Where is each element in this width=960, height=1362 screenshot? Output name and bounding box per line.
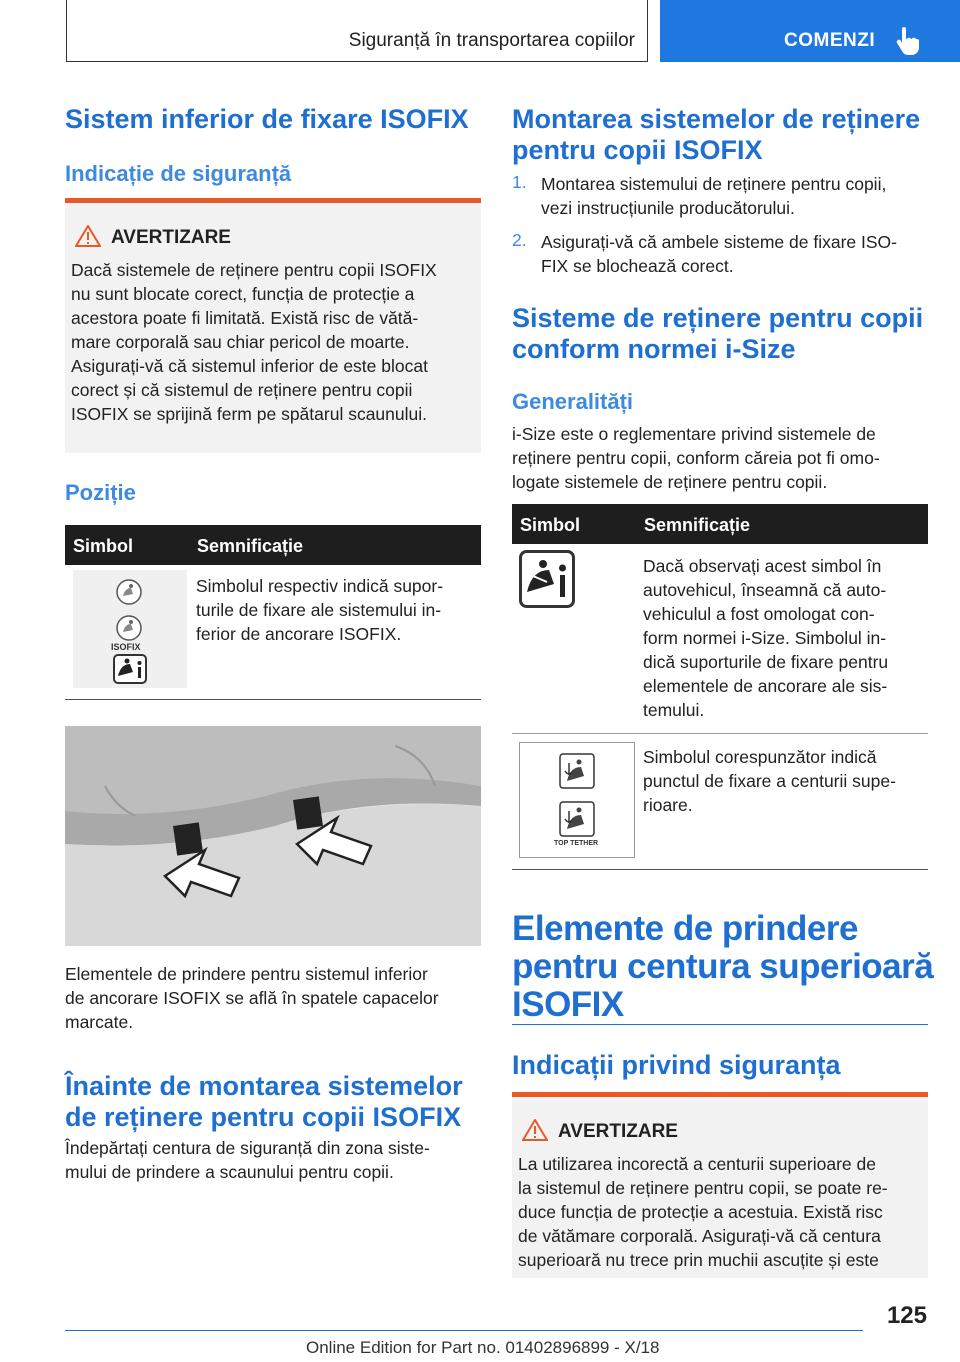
heading-before-mounting: Înainte de montarea sistemelor de reținere pentru copii ISOFIX: [65, 1071, 463, 1132]
seat-illustration: [65, 726, 481, 946]
top-tether-anchor-icon: [559, 801, 595, 837]
warning-box-1: [65, 198, 481, 453]
footer-edition: Online Edition for Part no. 01402896899 - X/18: [306, 1338, 660, 1357]
step-number: 2.: [512, 230, 527, 250]
warning-title: AVERTIZARE: [111, 227, 231, 248]
table1-meaning-text: Simbolul respectiv indică supor- turile de fixare ale sistemului in- ferior de ancorare ISOFIX.: [196, 576, 444, 644]
isofix-anchor-photo: [65, 726, 481, 946]
warning-bar: [512, 1092, 928, 1097]
heading-general: Generalități: [512, 389, 634, 414]
step-text: Asigurați-vă că ambele sisteme de fixare ISO- FIX se blochează corect.: [541, 232, 897, 276]
before-mounting-text: Îndepărtați centura de siguranță din zona siste- mului de prindere a scaunului pentru copii.: [65, 1138, 430, 1182]
isofix-symbols: [73, 570, 187, 688]
table2-row2-text: Simbolul corespunzător indică punctul de fixare a centurii supe- rioare.: [643, 747, 896, 815]
heading-isofix-system: Sistem inferior de fixare ISOFIX: [65, 104, 469, 134]
step-text: Montarea sistemului de reținere pentru copii, vezi instrucțiunile producătorului.: [541, 174, 887, 218]
warning-box-2: [512, 1092, 928, 1278]
warning-bar: [65, 198, 481, 203]
section-title: Siguranță în transportarea copiilor: [348, 30, 635, 51]
table1-header: [65, 525, 481, 565]
child-seat-icon: [115, 578, 143, 606]
table2-divider: [512, 733, 928, 734]
top-tether-anchor-icon: [559, 753, 595, 789]
table1-col-symbol: Simbol: [73, 536, 134, 556]
isize-symbol-icon: [519, 550, 575, 608]
heading-underline: [512, 1024, 928, 1025]
table1-col-meaning: Semnificație: [197, 536, 304, 556]
heading-isize: Sisteme de reținere pentru copii conform normei i-Size: [512, 303, 924, 364]
warning-text: Dacă sistemele de reținere pentru copii ISOFIX nu sunt blocate corect, funcția de protecție a acestora poate fi limitată. Există risc de vătă- mare corporală sau chiar pericol de moarte. Asigurați-vă că sistemul inferior de este blocat corect și că sistemul de reținere pentru copii ISOFIX se sprijină ferm pe spătarul scaunului.: [71, 260, 437, 424]
top-tether-symbols: [519, 742, 635, 858]
table2-row1-text: Dacă observați acest simbol în autovehicul, înseamnă că auto- vehiculul a fost omologat con- form normei i-Size. Simbolul in- dică suporturile de fixare pentru elementele de ancorare ale sis- temului.: [643, 556, 889, 720]
table2-bottom-rule: [512, 869, 928, 870]
isize-seat-icon: [113, 654, 147, 684]
warning-text: La utilizarea incorectă a centurii superioare de la sistemul de reținere pentru copii, se poate re- duce funcția de protecție a acestuia. Există risc de vătămare corporală. Asigurați-vă că centura superioară nu trece prin muchii ascuțite și este: [518, 1154, 888, 1270]
heading-position: Poziție: [65, 480, 136, 505]
isofix-label: ISOFIX: [111, 642, 141, 652]
table2-header: [512, 504, 928, 544]
general-text: i-Size este o reglementare privind sistemele de reținere pentru copii, conform căreia pot fi omo- logate sistemele de reținere pentru copii.: [512, 424, 880, 492]
warning-triangle-icon: [75, 225, 101, 247]
top-tether-label: TOP TETHER: [554, 840, 599, 847]
heading-mounting-isofix: Montarea sistemelor de reținere pentru copii ISOFIX: [512, 104, 921, 165]
comenzi-tab-label: COMENZI: [784, 30, 876, 51]
table2-col-symbol: Simbol: [520, 515, 581, 535]
comenzi-tab[interactable]: [660, 0, 960, 62]
heading-safety-note: Indicație de siguranță: [65, 161, 292, 186]
hand-pointer-icon: [894, 26, 920, 56]
step-number: 1.: [512, 172, 527, 192]
table2-col-meaning: Semnificație: [644, 515, 751, 535]
heading-top-tether-elements: Elemente de prindere pentru centura superioară ISOFIX: [512, 909, 934, 1024]
page-number: 125: [886, 1302, 927, 1329]
table1-divider: [65, 699, 481, 700]
footer-rule: [65, 1330, 863, 1331]
warning-triangle-icon: [522, 1119, 548, 1141]
isofix-child-seat-icon: [115, 614, 143, 642]
header-section-box: [66, 0, 648, 62]
warning-title: AVERTIZARE: [558, 1121, 678, 1142]
photo-caption: Elementele de prindere pentru sistemul inferior de ancorare ISOFIX se află în spatele capacelor marcate.: [65, 964, 439, 1032]
heading-safety-notes: Indicații privind siguranța: [512, 1050, 841, 1080]
